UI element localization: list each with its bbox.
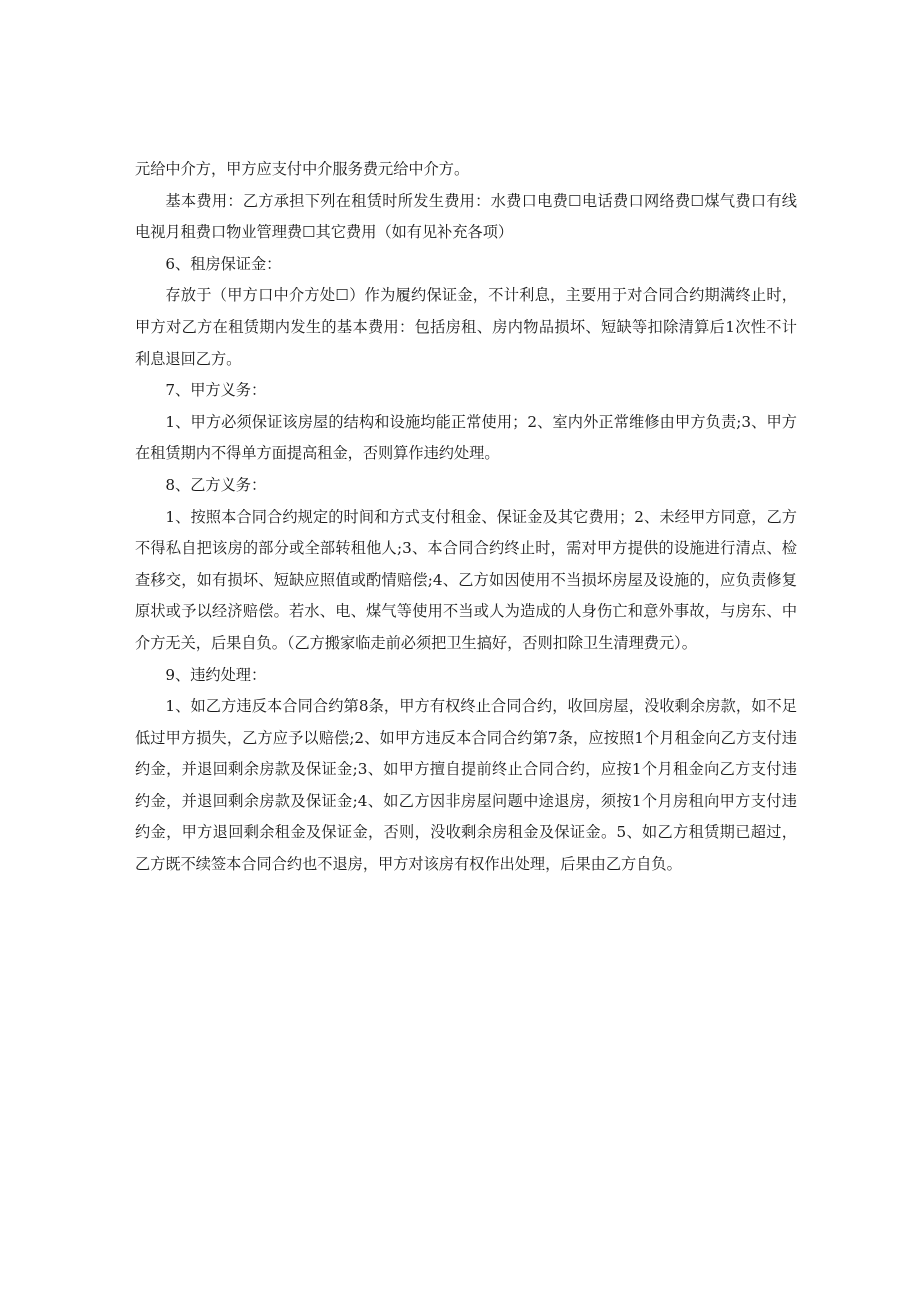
paragraph-party-a-obligations: 1、甲方必须保证该房屋的结构和设施均能正常使用；2、室内外正常维修由甲方负责;3、甲方在租赁期内不得单方面提高租金，否则算作违约处理。: [135, 412, 797, 463]
heading-breach: 9、违约处理：: [165, 665, 267, 684]
heading-party-b-obligations: 8、乙方义务：: [165, 475, 267, 494]
paragraph-breach: 1、如乙方违反本合同合约第8条，甲方有权终止合同合约，收回房屋，没收剩余房款，如不足低过甲方损失，乙方应予以赔偿;2、如甲方违反本合同合约第7条，应按照1个月租金向乙方支付违约金，并退回剩余房款及保证金;3、如甲方擅自提前终止合同合约，应按1个月租金向乙方支付违约金，并退回剩余房款及保证金;4、如乙方因非房屋问题中途退房，须按1个月房租向甲方支付违约金，甲方退回剩余租金及保证金，否则，没收剩余房租金及保证金。5、如乙方租赁期已超过，乙方既不续签本合同合约也不退房，甲方对该房有权作出处理，后果由乙方自负。: [135, 697, 797, 874]
paragraph-party-b-obligations: 1、按照本合同合约规定的时间和方式支付租金、保证金及其它费用；2、未经甲方同意，乙方不得私自把该房的部分或全部转租他人;3、本合同合约终止时，需对甲方提供的设施进行清点、检查移交，如有损坏、短缺应照值或酌情赔偿;4、乙方如因使用不当损坏房屋及设施的，应负责修复原状或予以经济赔偿。若水、电、煤气等使用不当或人为造成的人身伤亡和意外事故，与房东、中介方无关，后果自负。（乙方搬家临走前必须把卫生搞好，否则扣除卫生清理费元）。: [135, 507, 797, 652]
heading-deposit: 6、租房保证金：: [165, 254, 282, 273]
heading-party-a-obligations: 7、甲方义务：: [165, 381, 267, 400]
paragraph-deposit: 存放于（甲方口中介方处☐）作为履约保证金，不计利息，主要用于对合同合约期满终止时，甲方对乙方在租赁期内发生的基本费用：包括房租、房内物品损坏、短缺等扣除清算后1次性不计利息退回乙方。: [135, 286, 797, 368]
paragraph-intermediary-fee: 元给中介方，甲方应支付中介服务费元给中介方。: [135, 160, 470, 178]
paragraph-basic-fees: 基本费用：乙方承担下列在租赁时所发生费用：水费口电费☐电话费口网络费☐煤气费口有线电视月租费口物业管理费☐其它费用（如有见补充各项）: [135, 191, 797, 242]
document-body: [135, 154, 797, 881]
